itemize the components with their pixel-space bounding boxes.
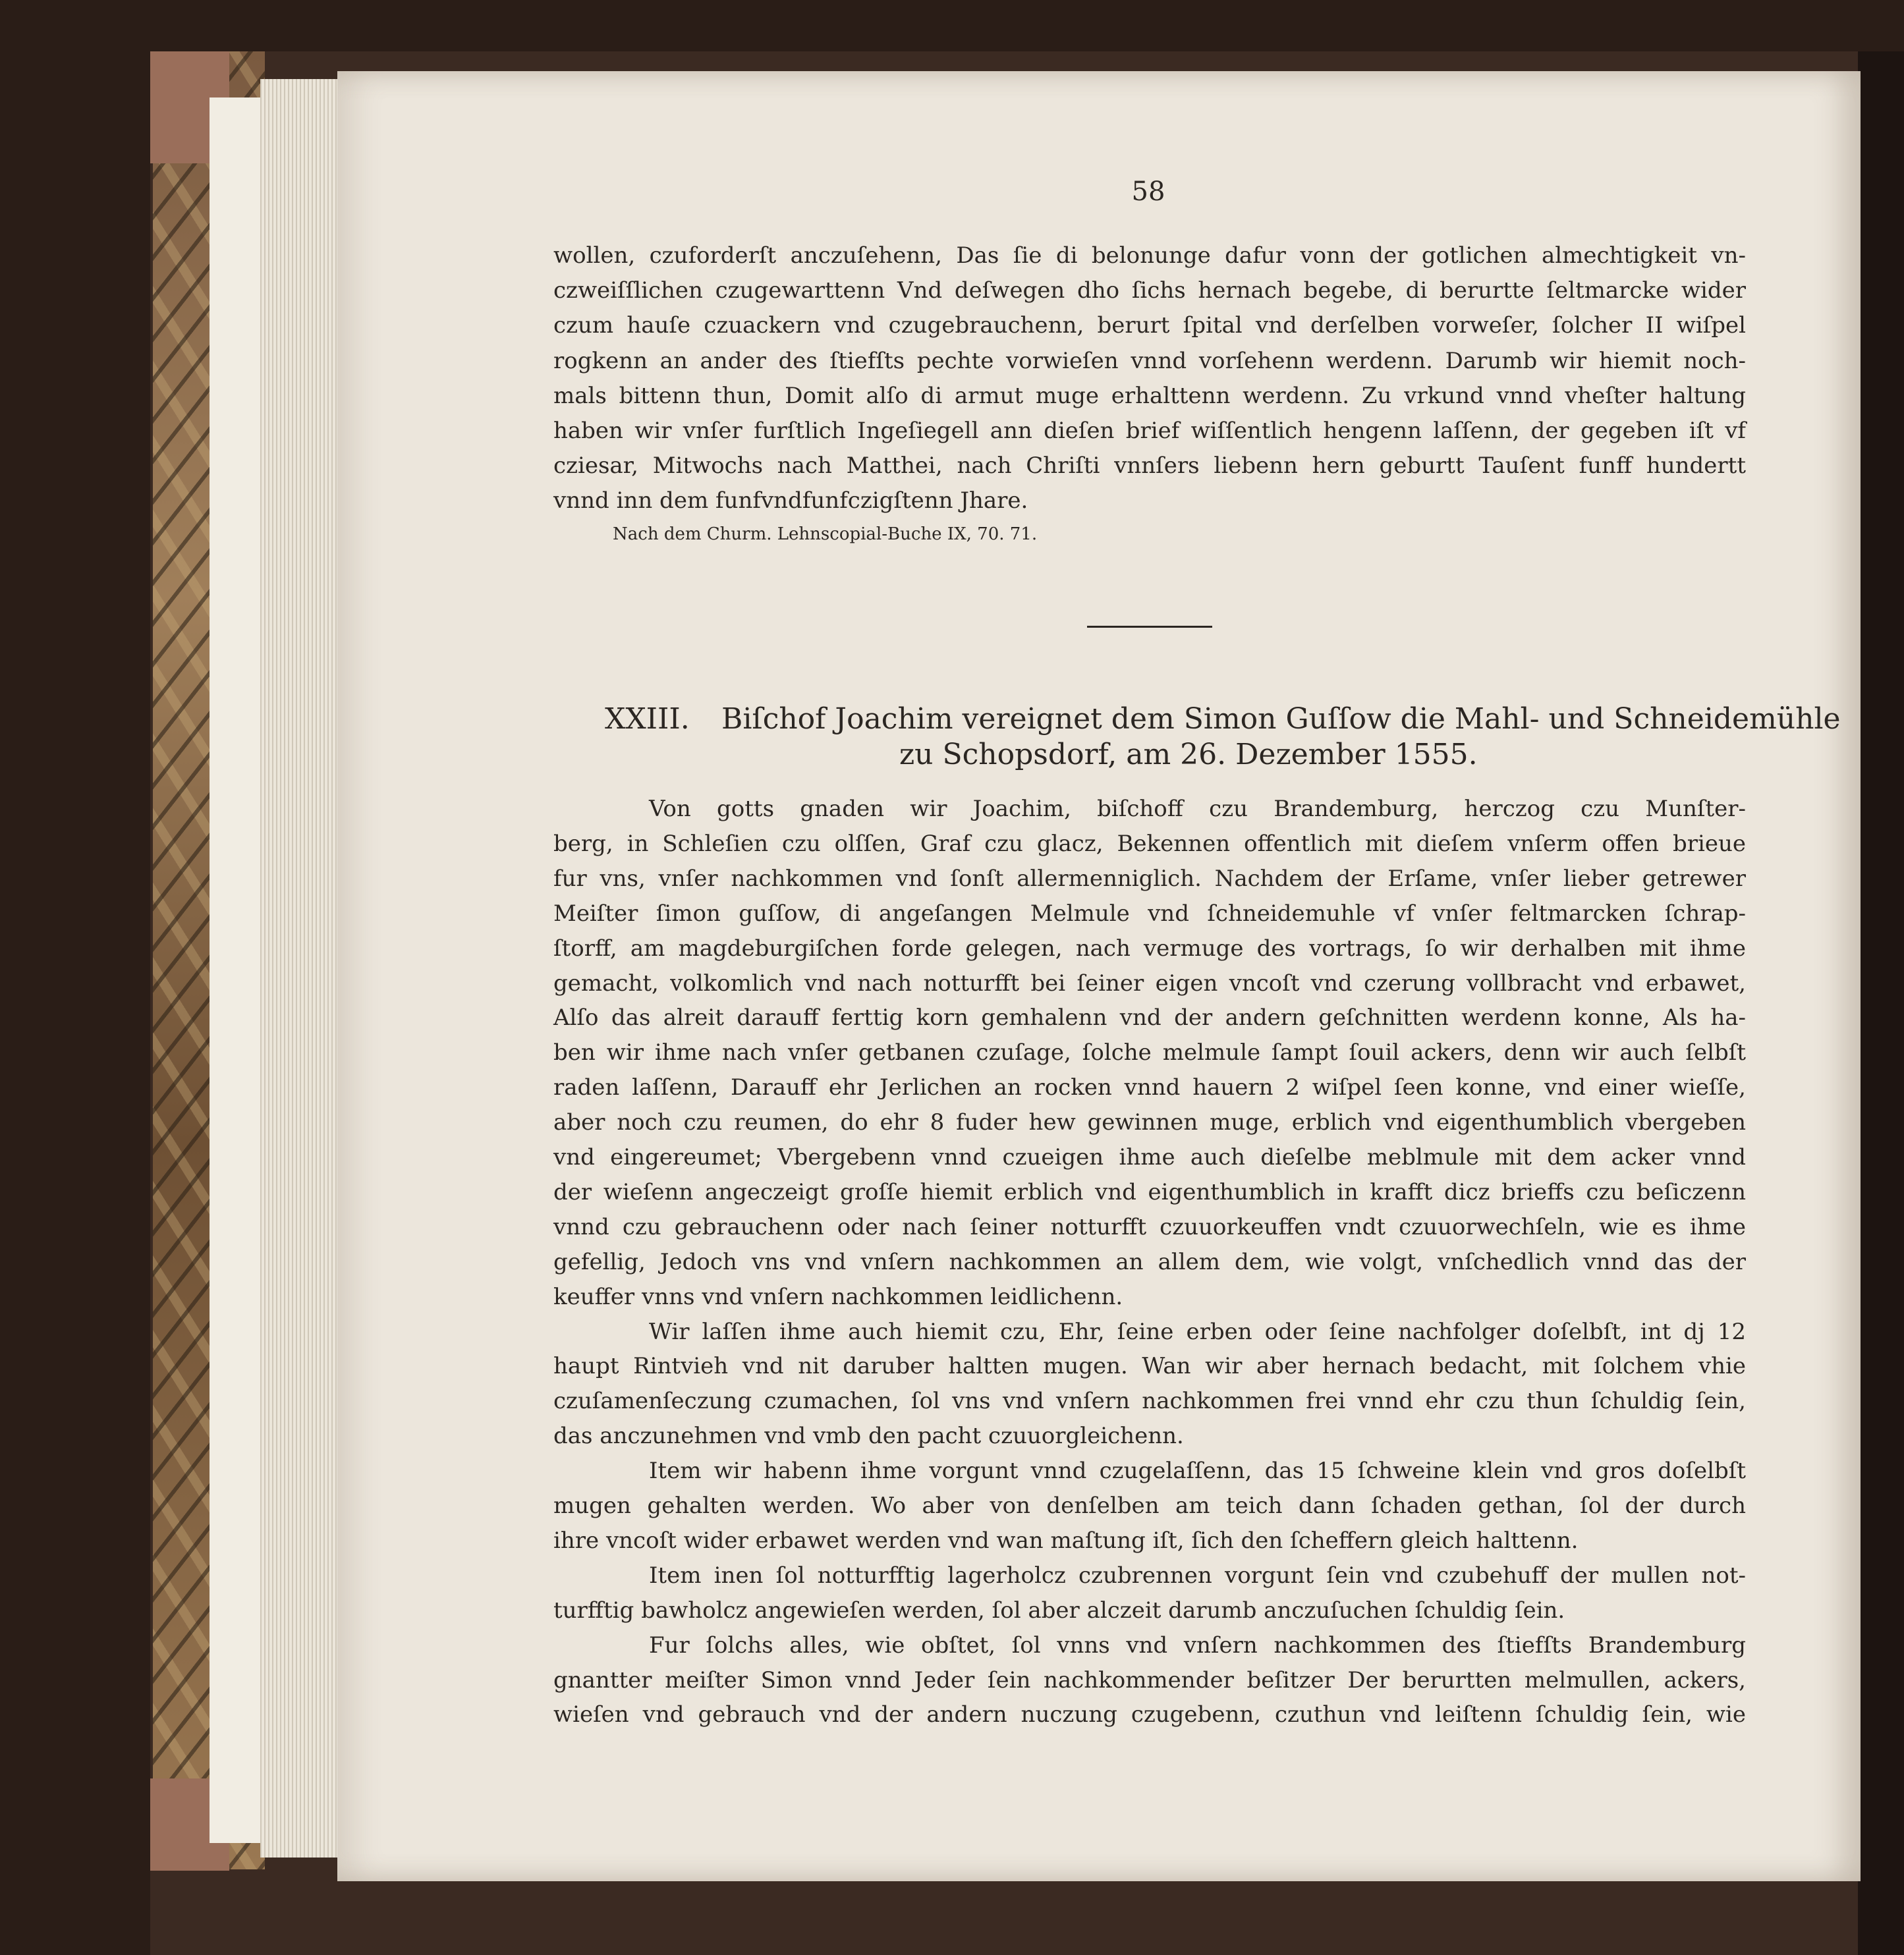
text-line: wieſen vnd gebrauch vnd der andern nuczung czugebenn, czuthun vnd leiſtenn ſchuldig ſein, wie (553, 1701, 1746, 1728)
section-divider (1087, 626, 1212, 628)
text-line: Fur ſolchs alles, wie obſtet, ſol vnns vnd vnſern nachkommen des ſtiefſts Brandemburg (649, 1632, 1746, 1659)
text-line: fur vns, vnſer nachkommen vnd ſonſt allermenniglich. Nachdem der Erſame, vnſer lieber getrewer (553, 865, 1746, 892)
text-line: ben wir ihme nach vnſer getbanen czuſage, ſolche melmule ſampt ſouil ackers, denn wir auch ſelbſt (553, 1039, 1746, 1066)
flyleaf (210, 97, 267, 1843)
text-line: vnnd inn dem funfvndfunfczigſtenn Jhare. (553, 487, 1028, 514)
text-line: mugen gehalten werden. Wo aber von denſelben am teich dann ſchaden gethan, ſol der durch (553, 1493, 1746, 1519)
text-line: haupt Rintvieh vnd nit daruber haltten mugen. Wan wir aber hernach bedacht, mit ſolchem vhie (553, 1353, 1746, 1380)
text-line: cziesar, Mitwochs nach Matthei, nach Chriſti vnnſers liebenn hern geburtt Tauſent funff hundertt (553, 453, 1746, 480)
text-line: berg, in Schleſien czu olſſen, Graf czu glacz, Bekennen offentlich mit dieſem vnſerm offen brieue (553, 830, 1746, 857)
document-title-line-2: zu Schopsdorf, am 26. Dezember 1555. (899, 738, 1478, 771)
text-line: czum hauſe czuackern vnd czugebrauchenn, berurt ſpital vnd derſelben vorweſer, ſolcher II wiſpel (553, 312, 1746, 339)
text-line: Alſo das alreit darauff ferttig korn gemhalenn vnd der andern geſchnitten werdenn konne, Als ha- (553, 1005, 1746, 1032)
text-line: Wir laſſen ihme auch hiemit czu, Ehr, ſeine erben oder ſeine nachfolger doſelbſt, int dj 12 (649, 1318, 1746, 1345)
text-line: gnantter meiſter Simon vnnd Jeder ſein nachkommender beſitzer Der berurtten melmullen, ackers, (553, 1666, 1746, 1693)
text-line: rogkenn an ander des ſtiefſts pechte vorwieſen vnnd vorſehenn werdenn. Darumb wir hiemit noch- (553, 347, 1746, 374)
page-number: 58 (1131, 177, 1165, 207)
page-edges (260, 79, 339, 1858)
text-line: czweiſſlichen czugewarttenn Vnd deſwegen dho ſichs hernach begebe, di berurtte ſeltmarcke wider (553, 277, 1746, 304)
source-note: Nach dem Churm. Lehnscopial-Buche IX, 70. 71. (613, 524, 1038, 544)
text-line: ſtorff, am magdeburgiſchen forde gelegen, nach vermuge des vortrags, ſo wir derhalben mit ihme (553, 935, 1746, 962)
text-line: gemacht, volkomlich vnd nach notturfft bei ſeiner eigen vncoſt vnd czerung vollbracht vnd erbawet, (553, 970, 1746, 997)
document-number: XXIII. (605, 702, 690, 736)
text-line: der wieſenn angeczeigt groſſe hiemit erblich vnd eigenthumblich in krafft dicz brieffs czu beſiczenn (553, 1178, 1746, 1205)
text-line: Item inen ſol notturfftig lagerholcz czubrennen vorgunt ſein vnd czubehuff der mullen not- (649, 1562, 1746, 1589)
text-line: aber noch czu reumen, do ehr 8 fuder hew gewinnen muge, erblich vnd eigenthumblich vbergeben (553, 1109, 1746, 1136)
text-line: ihre vncoſt wider erbawet werden vnd wan maſtung iſt, ſich den ſcheffern gleich halttenn. (553, 1527, 1579, 1554)
text-line: Item wir habenn ihme vorgunt vnnd czugelaſſenn, das 15 ſchweine klein vnd gros doſelbſt (649, 1458, 1746, 1485)
text-line: haben wir vnſer furſtlich Ingeſiegell ann dieſen brief wiſſentlich hengenn laſſenn, der gegeben iſt vf (553, 418, 1746, 444)
text-line: turfftig bawholcz angewieſen werden, ſol aber alczeit darumb anczuſuchen ſchuldig ſein. (553, 1597, 1565, 1624)
text-line: Von gotts gnaden wir Joachim, biſchoff czu Brandemburg, herczog czu Munſter- (649, 796, 1746, 822)
document-title-line-1: Biſchof Joachim vereignet dem Simon Guſſow die Mahl- und Schneidemühle (721, 702, 1841, 736)
text-line: raden laſſenn, Darauff ehr Jerlichen an rocken vnnd hauern 2 wiſpel ſeen konne, vnd einer wieſſe, (553, 1074, 1746, 1101)
text-line: czuſamenſeczung czumachen, ſol vns vnd vnſern nachkommen frei vnnd ehr czu thun ſchuldig ſein, (553, 1388, 1746, 1415)
text-line: gefellig, Jedoch vns vnd vnſern nachkommen an allem dem, wie volgt, vnſchedlich vnnd das der (553, 1248, 1746, 1275)
text-line: keuffer vnns vnd vnſern nachkommen leidlichenn. (553, 1283, 1123, 1310)
text-line: vnnd czu gebrauchenn oder nach ſeiner notturfft czuuorkeuffen vndt czuuorwechſeln, wie es ihme (553, 1213, 1746, 1240)
text-line: Meiſter ſimon guſſow, di angeſangen Melmule vnd ſchneidemuhle vf vnſer feltmarcken ſchrap- (553, 900, 1746, 927)
text-line: wollen, czuforderſt anczuſehenn, Das ſie di belonunge dafur vonn der gotlichen almechtigkeit vn- (553, 242, 1746, 269)
text-line: vnd eingereumet; Vbergebenn vnnd czueigen ihme auch dieſelbe meblmule mit dem acker vnnd (553, 1144, 1746, 1170)
right-page-edge (1858, 51, 1904, 1955)
text-line: das anczunehmen vnd vmb den pacht czuuorgleichenn. (553, 1423, 1184, 1450)
text-line: mals bittenn thun, Domit alſo di armut muge erhalttenn werdenn. Zu vrkund vnnd vheſter haltung (553, 382, 1746, 409)
